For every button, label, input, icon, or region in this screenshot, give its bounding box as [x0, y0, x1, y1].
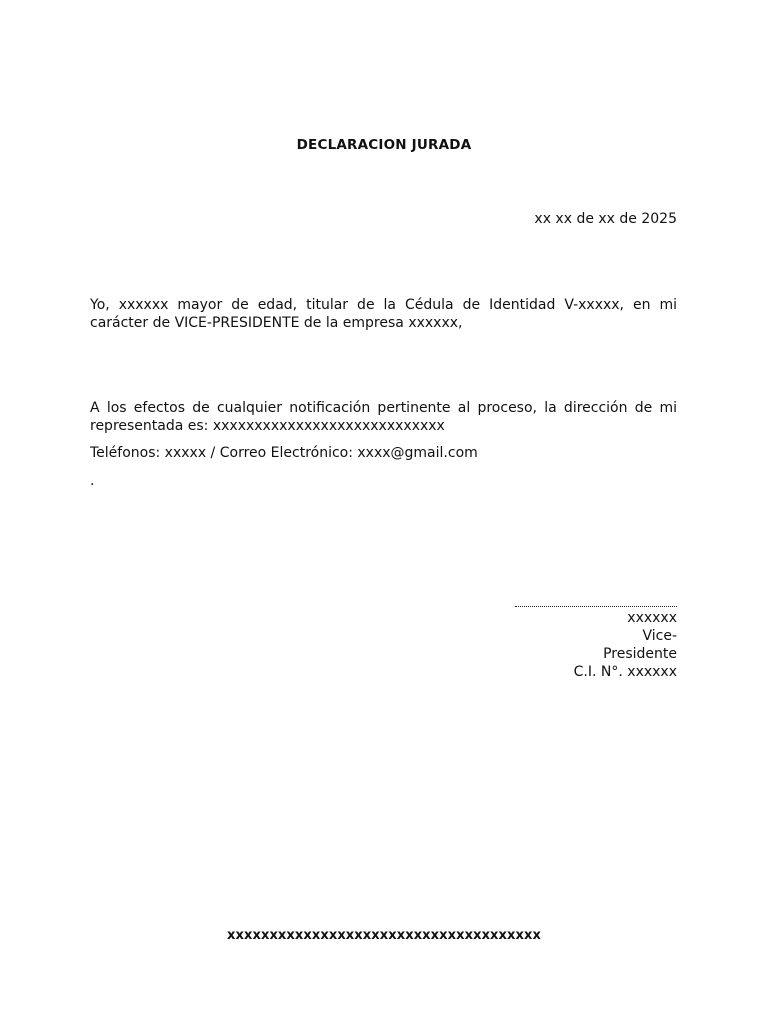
signature-role-line2: Presidente	[603, 646, 677, 662]
address-paragraph: A los efectos de cualquier notificación pertinente al proceso, la dirección de mi representada es: xxxxxxxxxxxxxxxxxxxxxxxxxxxx	[90, 400, 677, 434]
intro-paragraph: Yo, xxxxxx mayor de edad, titular de la Cédula de Identidad V-xxxxx, en mi carácter de VICE-PRESIDENTE de la empresa xxxxxx,	[90, 297, 677, 331]
signature-line	[515, 606, 677, 607]
document-footer: xxxxxxxxxxxxxxxxxxxxxxxxxxxxxxxxxxxxx	[227, 928, 541, 943]
signature-id: C.I. N°. xxxxxx	[573, 664, 677, 680]
signature-block	[515, 600, 677, 681]
signature-role-line1: Vice-	[642, 628, 677, 644]
document-date: xx xx de xx de 2025	[534, 211, 677, 227]
contact-paragraph: Teléfonos: xxxxx / Correo Electrónico: xxxx@gmail.com	[90, 445, 478, 461]
document-title: DECLARACION JURADA	[296, 137, 472, 153]
signature-name: xxxxxx	[627, 610, 677, 626]
dot-paragraph: .	[90, 473, 95, 489]
